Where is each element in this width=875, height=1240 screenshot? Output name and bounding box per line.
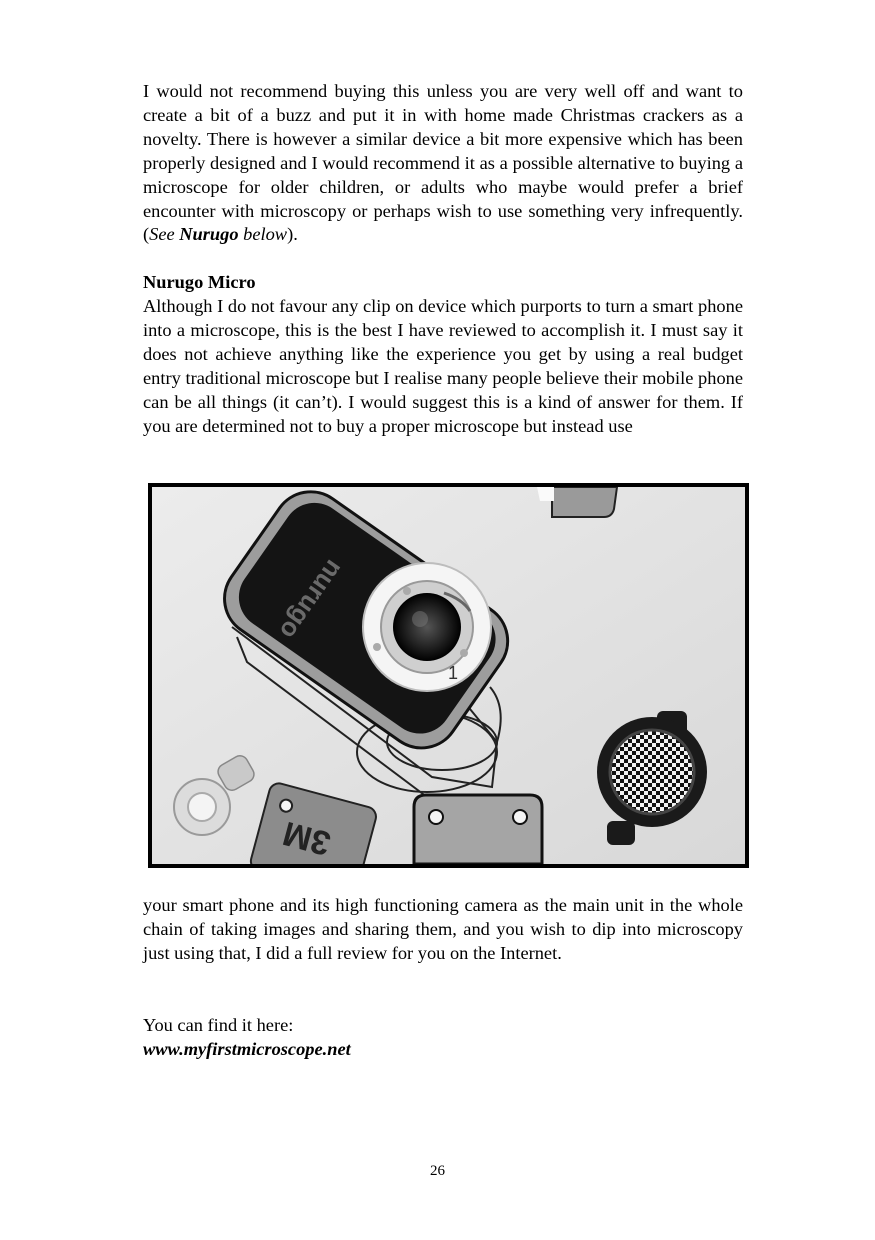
paragraph-text-end: ).	[287, 224, 298, 245]
product-photo	[148, 483, 749, 868]
ring-number: 1	[448, 663, 459, 683]
device-brand-text: nurugo	[273, 554, 350, 646]
cross-reference-below: below	[238, 224, 288, 245]
paragraph-text: I would not recommend buying this unless you are very well off and want to create a bit of a buzz and put it in with home made Christmas crackers as a novelty. There is however a similar device a bit more expensive which has been properly designed and I would recommend it as a possible alternative to buying a microscope for older children, or adults who maybe would prefer a brief encounter with microscopy or perhaps wish to use something very infrequently. (	[143, 81, 743, 245]
website-link[interactable]: www.myfirstmicroscope.net	[143, 1039, 351, 1059]
cross-reference-name: Nurugo	[179, 224, 239, 245]
body-paragraph-review: your smart phone and its high functioning camera as the main unit in the whole chain of taking images and sharing them, and you wish to dip into microscopy just using that, I did a full review for you on the Internet.	[143, 895, 743, 963]
mounting-plate	[414, 795, 542, 864]
cross-reference-see: See	[149, 224, 180, 245]
page-number: 26	[430, 1163, 445, 1179]
body-paragraph-intro	[143, 80, 743, 247]
lens-icon	[393, 593, 461, 661]
body-paragraph-nurugo: Although I do not favour any clip on device which purports to turn a smart phone into a microscope, this is the best I have reviewed to accomplish it. I must say it does not achieve anything like the experience you get by using a real budget entry traditional microscope but I realise many people believe their mobile phone can be all things (it can’t). I would suggest this is a kind of answer for them. If you are determined not to buy a proper microscope but instead use	[143, 296, 743, 436]
lens-ring	[363, 563, 491, 691]
section-heading: Nurugo Micro	[143, 272, 256, 292]
tape-brand-text: 3M	[279, 813, 335, 863]
body-paragraph-find: You can find it here:	[143, 1015, 294, 1035]
